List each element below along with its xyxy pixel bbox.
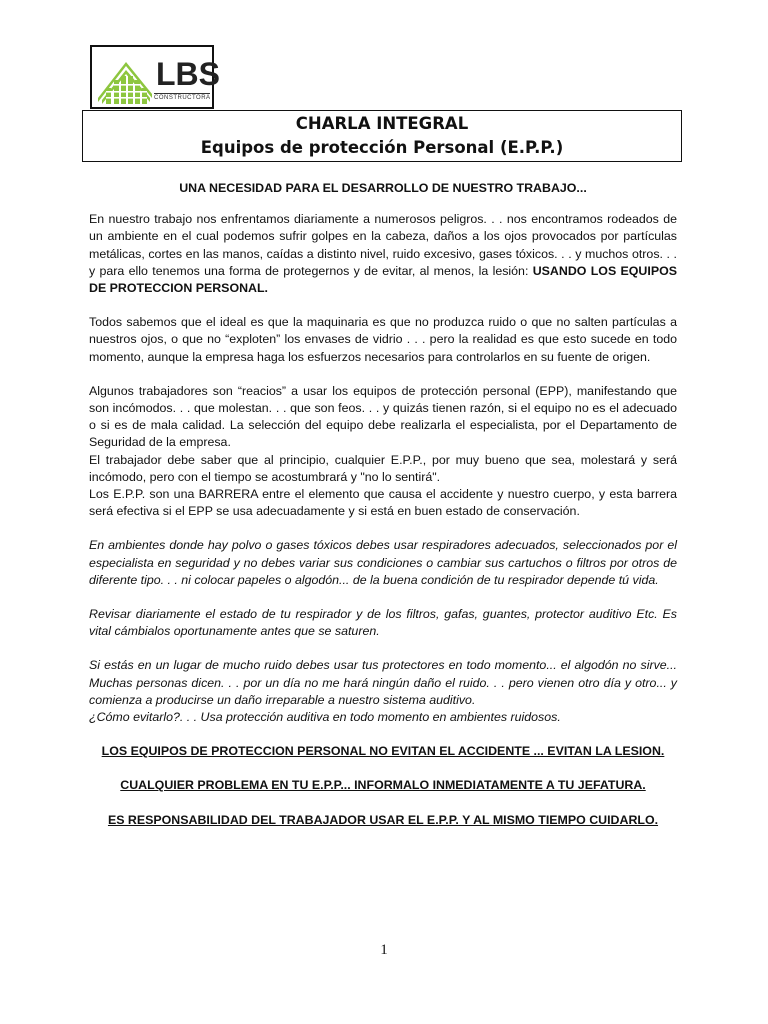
paragraph-intro-bold: USANDO LOS EQUIPOS DE PROTECCION PERSONAL. <box>89 263 677 296</box>
paragraph-daily-check: Revisar diariamente el estado de tu respirador y de los filtros, gafas, guantes, protector auditivo Etc. Es vital cámbialos oportunamente antes que se saturen. <box>89 607 677 639</box>
logo-subtitle: CONSTRUCTORA <box>154 95 211 101</box>
document-title: CHARLA INTEGRAL <box>295 114 469 133</box>
key-message-lesion: LOS EQUIPOS DE PROTECCION PERSONAL NO EVITAN EL ACCIDENTE ... EVITAN LA LESION. <box>101 744 665 759</box>
section-heading: UNA NECESIDAD PARA EL DESARROLLO DE NUESTRO TRABAJO... <box>179 181 587 195</box>
document-subtitle: Equipos de protección Personal (E.P.P.) <box>200 138 564 157</box>
paragraph-ideal: Todos sabemos que el ideal es que la maquinaria es que no produzca ruido o que no salten partículas a nuestros ojos, o que no “exploten” los envases de vidrio . . . pero la realidad es que esto sucede en todo momento, aunque la empresa haga los esfuerzos necesarios para controlarlos en su fuente de origen. <box>89 315 677 364</box>
key-message-responsibility: ES RESPONSABILIDAD DEL TRABAJADOR USAR EL E.P.P. Y AL MISMO TIEMPO CUIDARLO. <box>107 812 659 827</box>
paragraph-noise: Si estás en un lugar de mucho ruido debes usar tus protectores en todo momento... el algodón no sirve... Muchas personas dicen. . . por un día no me hará ningún daño el ruido. . . pero vienen otro día y otro... y comienza a producirse un daño irreparable a nuestro sistema auditivo. <box>89 658 677 707</box>
paragraph-intro <box>89 211 677 297</box>
title-box <box>82 110 682 162</box>
paragraph-barrier: Los E.P.P. son una BARRERA entre el elemento que causa el accidente y nuestro cuerpo, y esta barrera será efectiva si el EPP se usa adecuadamente y si está en buen estado de conservación. <box>89 487 677 519</box>
paragraph-reluctant: Algunos trabajadores son “reacios” a usar los equipos de protección personal (EPP), manifestando que son incómodos. . . que molestan. . . que son feos. . . y quizás tienen razón, si el equipo no es el adecuado o si es de mala calidad. La selección del equipo debe realizarla el especialista, por el Departamento de Seguridad de la empresa. <box>89 383 677 450</box>
building-icon <box>96 50 154 106</box>
paragraph-avoid-noise: ¿Cómo evitarlo?. . . Usa protección auditiva en todo momento en ambientes ruidosos. <box>89 710 561 725</box>
paragraph-getting-used: El trabajador debe saber que al principio, cualquier E.P.P., por muy bueno que sea, molestará y será incómodo, pero con el tiempo se acostumbrará y "no lo sentirá". <box>89 452 677 484</box>
paragraph-intro-text: En nuestro trabajo nos enfrentamos diariamente a numerosos peligros. . . nos encontramos rodeados de un ambiente en el cual podemos sufrir golpes en la cabeza, daños a los ojos provocados por partículas metálicas, cortes en las manos, caídas a distinto nivel, ruido excesivo, gases tóxicos. . . y muchos otros. . . y para ello tenemos una forma de protegernos y de evitar, al menos, la lesión: <box>89 212 677 278</box>
company-logo <box>90 45 220 109</box>
paragraph-respirators: En ambientes donde hay polvo o gases tóxicos debes usar respiradores adecuados, seleccionados por el especialista en seguridad y no debes variar sus condiciones o cambiar sus cartuchos o filtros por otros de diferente tipo. . . ni colocar papeles o algodón... de la buena condición de tu respirador depende tú vida. <box>89 538 677 587</box>
key-message-report: CUALQUIER PROBLEMA EN TU E.P.P... INFORMALO INMEDIATAMENTE A TU JEFATURA. <box>120 778 646 793</box>
document-body <box>89 180 677 829</box>
page-number: 1 <box>380 942 388 958</box>
logo-name: LBS <box>156 56 220 92</box>
